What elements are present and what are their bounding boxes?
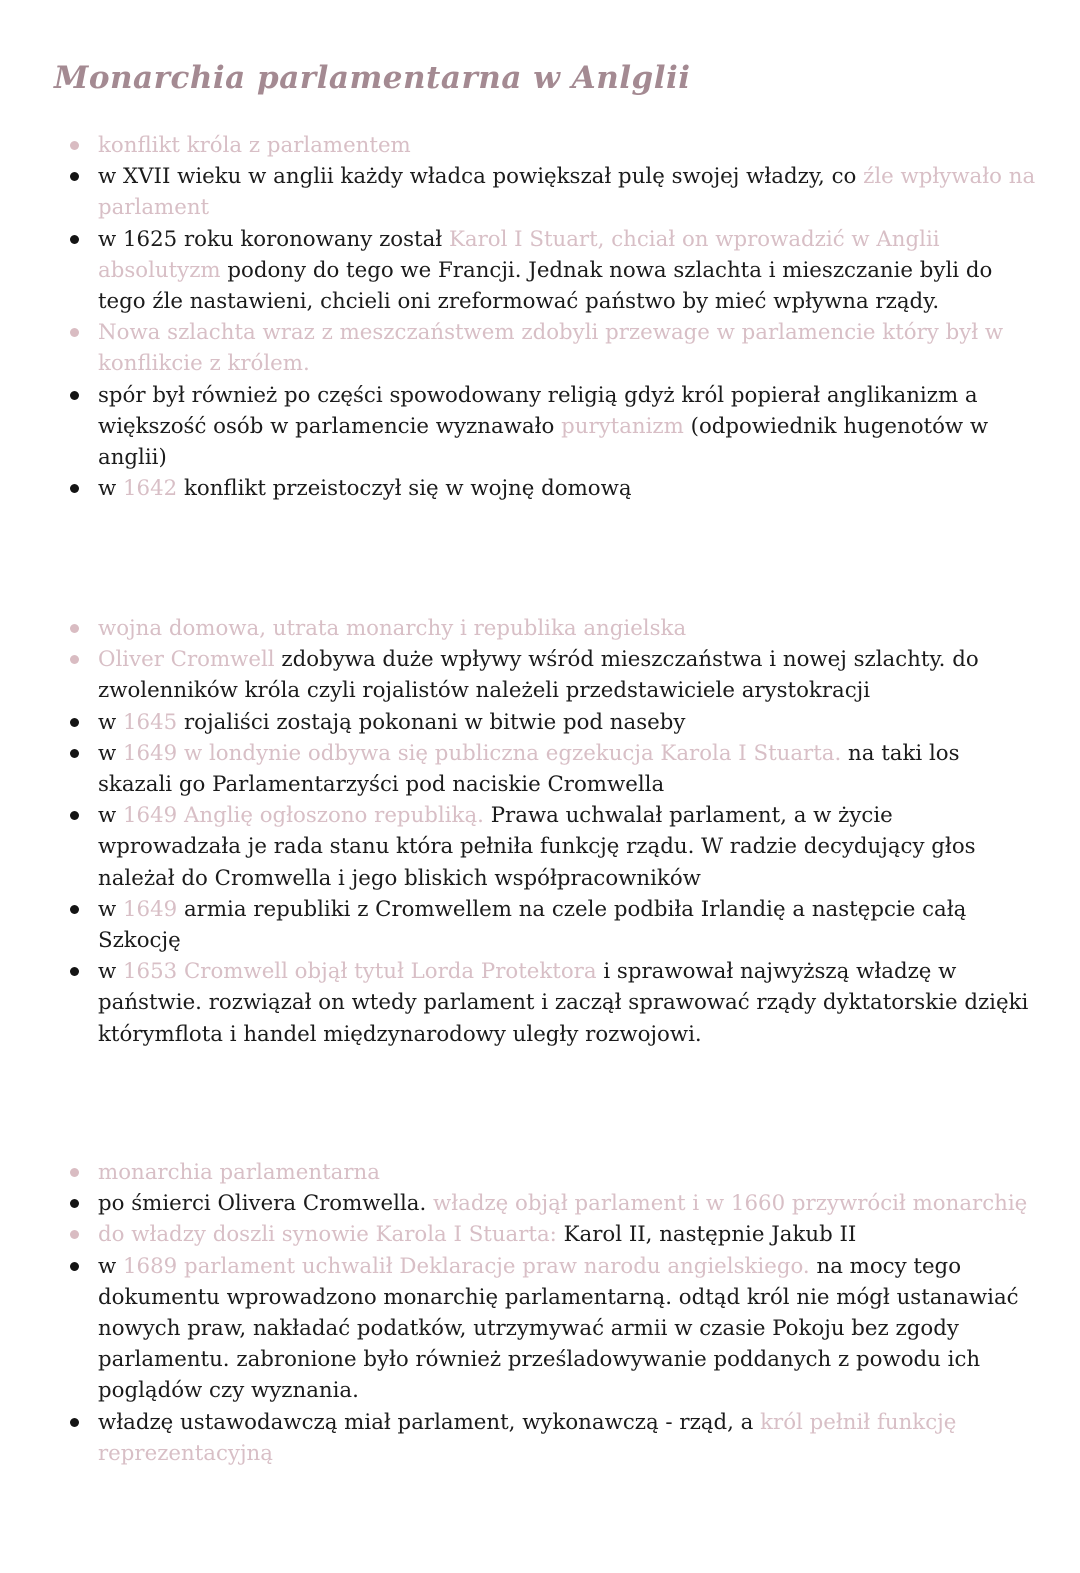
bullet-item [0, 894, 1080, 956]
body-text: Karol II, następnie Jakub II [556, 1222, 857, 1248]
bullet-item [0, 380, 1080, 474]
bullet-dot-icon [70, 1199, 79, 1208]
bullet-dot-icon [70, 235, 79, 244]
body-text: (odpowiednik hugenotów w anglii) [98, 413, 989, 471]
bullet-dot-icon [70, 811, 79, 820]
bullet-item [0, 613, 1080, 644]
bullet-dot-icon [70, 1418, 79, 1427]
body-text: na mocy tego dokumentu wprowadzono monarchię parlamentarną. odtąd król nie mógł ustanawiać nowych praw, nakładać podatków, utrzymywać armii w czasie Pokoju bez zgody parlamentu. zabronione było również prześladowywanie poddanych z powodu ich poglądów czy wyznania. [98, 1253, 1019, 1404]
bullet-dot-icon [70, 1168, 79, 1177]
bullet-item [0, 1219, 1080, 1250]
highlighted-text: król pełnił funkcję reprezentacyjną [98, 1409, 957, 1466]
bullet-item [0, 161, 1080, 223]
bullet-dot-icon [70, 141, 79, 150]
bullet-dot-icon [70, 624, 79, 633]
body-text: w [98, 896, 123, 922]
bullet-dot-icon [70, 328, 79, 337]
highlighted-text: do władzy doszli synowie Karola I Stuarta: [98, 1222, 557, 1248]
page-title: Monarchia parlamentarna w Anlglii [54, 60, 691, 96]
bullet-dot-icon [70, 905, 79, 914]
bullet-item [0, 644, 1080, 706]
body-text: w [98, 709, 123, 735]
bullet-item [0, 130, 1080, 161]
body-text: w [98, 740, 123, 766]
highlighted-text: konflikt króla z parlamentem [98, 133, 411, 158]
body-text: po śmierci Olivera Cromwella. [98, 1191, 433, 1217]
bullet-item [0, 1251, 1080, 1407]
bullet-item [0, 738, 1080, 800]
highlighted-text: 1653 Cromwell objął tytuł Lorda Protektora [123, 959, 597, 985]
highlighted-text: purytanizm [561, 413, 684, 439]
section-civil-war [0, 613, 1080, 1050]
bullet-item [0, 1407, 1080, 1469]
bullet-item [0, 224, 1080, 318]
bullet-item [0, 1157, 1080, 1188]
body-text: w [98, 803, 123, 829]
body-text: konflikt przeistoczył się w wojnę domową [177, 476, 632, 502]
body-text: w 1625 roku koronowany został [98, 226, 449, 252]
bullet-item [0, 473, 1080, 504]
bullet-dot-icon [70, 1230, 79, 1239]
bullet-dot-icon [70, 655, 79, 664]
bullet-item [0, 956, 1080, 1050]
body-text: w [98, 1253, 123, 1279]
highlighted-text: władzę objął parlament i w 1660 przywrócił monarchię [433, 1191, 1028, 1217]
bullet-item [0, 800, 1080, 894]
body-text: Prawa uchwalał parlament, a w życie wprowadzała je rada stanu która pełniła funkcję rządu. W radzie decydujący głos należał do Cromwella i jego bliskich współpracowników [98, 803, 976, 891]
bullet-item [0, 1188, 1080, 1219]
section-parliamentary-monarchy [0, 1157, 1080, 1469]
highlighted-text: 1649 w londynie odbywa się publiczna egzekucja Karola I Stuarta. [123, 740, 842, 766]
bullet-item [0, 707, 1080, 738]
highlighted-text: Nowa szlachta wraz z meszczaństwem zdobyli przewage w parlamencie który był w konflikcie z królem. [98, 320, 1004, 377]
body-text: w [98, 959, 123, 985]
bullet-dot-icon [70, 484, 79, 493]
highlighted-text: Oliver Cromwell [98, 647, 275, 673]
bullet-item [0, 317, 1080, 379]
highlighted-text: 1649 [123, 896, 178, 922]
bullet-dot-icon [70, 749, 79, 758]
bullet-dot-icon [70, 172, 79, 181]
section-conflict [0, 130, 1080, 504]
bullet-dot-icon [70, 718, 79, 727]
body-text: na taki los skazali go Parlamentarzyści pod naciskie Cromwella [98, 740, 960, 798]
highlighted-text: 1689 parlament uchwalił Deklaracje praw narodu angielskiego. [123, 1253, 810, 1279]
highlighted-text: 1642 [123, 476, 178, 502]
body-text: i sprawował najwyższą władzę w państwie. rozwiązał on wtedy parlament i zaczął sprawować rządy dyktatorskie dzięki którymflota i handel międzynarodowy uległy rozwojowi. [98, 959, 1029, 1047]
body-text: zdobywa duże wpływy wśród mieszczaństwa i nowej szlachty. do zwolenników króla czyli rojalistów należeli przedstawiciele arystokracji [98, 647, 979, 704]
body-text: w [98, 476, 123, 502]
body-text: armia republiki z Cromwellem na czele podbiła Irlandię a nastęрcie całą Szkocję [98, 896, 967, 954]
bullet-dot-icon [70, 1262, 79, 1271]
body-text: rojaliści zostają pokonani w bitwie pod naseby [177, 709, 686, 735]
body-text: spór był również po części spowodowany religią gdyż król popierał anglikanizm a większość osób w parlamencie wyznawało [98, 382, 978, 439]
body-text: podony do tego we Francji. Jednak nowa szlachta i mieszczanie byli do tego źle nastawieni, chcieli oni zreformować państwo by mieć wpływna rządy. [98, 257, 993, 315]
highlighted-text: źle wpływało na parlament [98, 164, 1036, 221]
highlighted-text: 1649 Anglię ogłoszono republiką. [123, 803, 484, 829]
highlighted-text: wojna domowa, utrata monarchy i republika angielska [98, 616, 687, 641]
highlighted-text: monarchia parlamentarna [98, 1160, 380, 1185]
body-text: w XVII wieku w anglii każdy władca powiększał pulę swojej władzy, co [98, 164, 864, 190]
bullet-dot-icon [70, 391, 79, 400]
bullet-dot-icon [70, 967, 79, 976]
body-text: władzę ustawodawczą miał parlament, wykonawczą - rząd, a [98, 1409, 761, 1435]
highlighted-text: Karol I Stuart, chciał on wprowadzić w Anglii absolutyzm [98, 226, 940, 283]
highlighted-text: 1645 [123, 709, 178, 735]
